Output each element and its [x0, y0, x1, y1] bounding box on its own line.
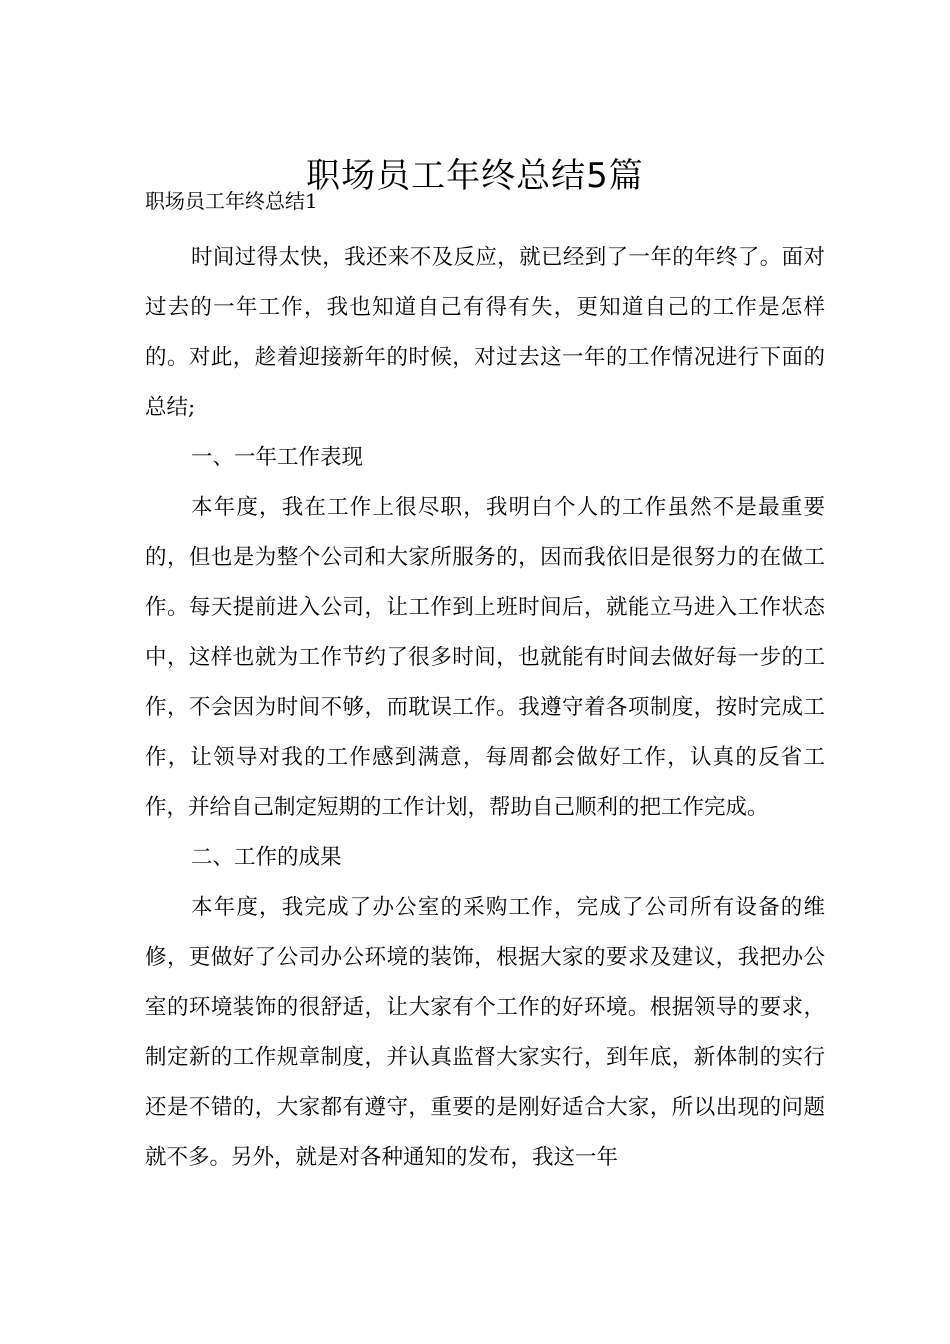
section-heading-results: 二、工作的成果: [191, 845, 342, 870]
paragraph-intro: 时间过得太快，我还来不及反应，就已经到了一年的年终了。面对过去的一年工作，我也知道自己有得有失，更知道自己的工作是怎样的。对此，趁着迎接新年的时候，对过去这一年的工作情况进行下面的总结;: [145, 245, 825, 420]
document-title: 职场员工年终总结5篇: [306, 155, 644, 196]
document-subtitle: 职场员工年终总结1: [145, 189, 318, 213]
paragraph-performance: 本年度，我在工作上很尽职，我明白个人的工作虽然不是最重要的，但也是为整个公司和大家所服务的，因而我依旧是很努力的在做工作。每天提前进入公司，让工作到上班时间后，就能立马进入工作状态中，这样也就为工作节约了很多时间，也就能有时间去做好每一步的工作，不会因为时间不够，而耽误工作。我遵守着各项制度，按时完成工作，让领导对我的工作感到满意，每周都会做好工作，认真的反省工作，并给自己制定短期的工作计划，帮助自己顺利的把工作完成。: [145, 495, 825, 820]
document-body: [145, 183, 825, 1183]
section-heading-performance: 一、一年工作表现: [191, 445, 364, 470]
paragraph-results: 本年度，我完成了办公室的采购工作，完成了公司所有设备的维修，更做好了公司办公环境的装饰，根据大家的要求及建议，我把办公室的环境装饰的很舒适，让大家有个工作的好环境。根据领导的要求，制定新的工作规章制度，并认真监督大家实行，到年底，新体制的实行还是不错的，大家都有遵守，重要的是刚好适合大家，所以出现的问题就不多。另外，就是对各种通知的发布，我这一年: [145, 895, 825, 1170]
